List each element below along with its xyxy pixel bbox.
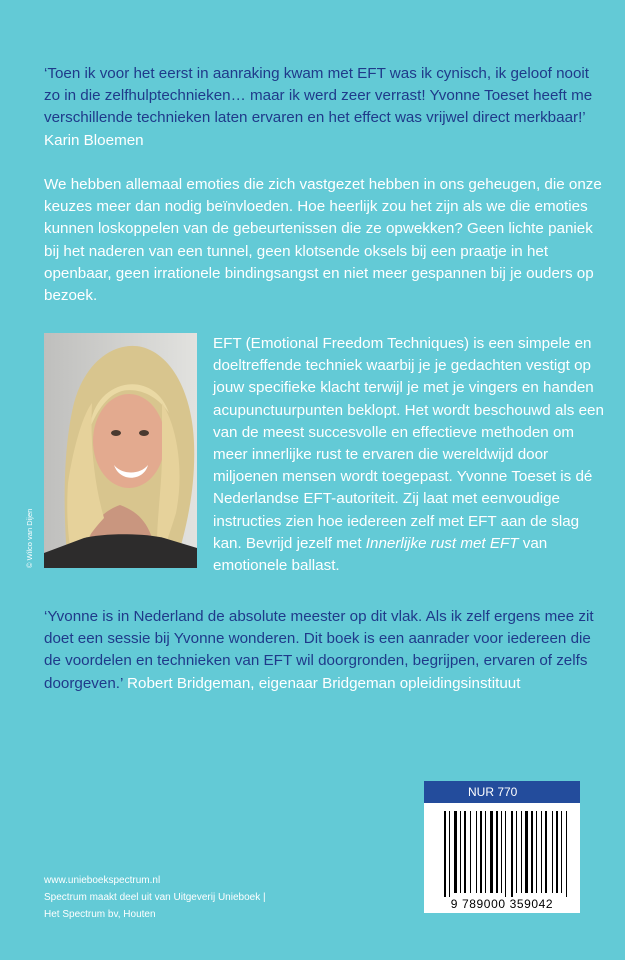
barcode-bar [490,811,493,893]
publisher-line-2: Het Spectrum bv, Houten [44,909,156,920]
author-portrait-image [44,333,197,568]
description-text: EFT (Emotional Freedom Techniques) is een simpele en doeltreffende techniek waarbij je je gedachten vestigt op jouw specifieke klacht terwijl je met je vingers en handen acupunctuurpunten beklopt. Het wordt beschouwd als een van de meest succesvolle en effectieve methoden om meer innerlijke rust te ervaren die wereldwijd door miljoenen mensen wordt toegepast. Yvonne Toeset is dé Nederlandse EFT-autoriteit. Zij laat met eenvoudige instructies zien hoe iedereen zelf met EFT aan de slag kan. Bevrijd jezelf met [213,335,604,552]
barcode-bar [545,811,547,893]
barcode-bar [566,811,567,897]
description-text-end: van emotionele ballast. [213,534,548,575]
barcode-bar [516,811,517,893]
review-quote-robert-bridgeman [44,606,604,695]
quote-text: ‘Yvonne is in Nederland de absolute meester op dit vlak. Als ik zelf ergens mee zit doet een sessie bij Yvonne wonderen. Dit boek is een aanrader voor iedereen die de voordelen en technieken van EFT wil doorgronden, begrijpen, ervaren of zelfs doorgeven.’ [44,608,594,692]
barcode-bar [449,811,450,897]
barcode-bar [496,811,498,893]
quote-author: Robert Bridgeman, eigenaar Bridgeman opleidingsinstituut [127,674,521,692]
barcode-bar [476,811,477,893]
barcode-bar [485,811,486,893]
barcode-bar [525,811,528,893]
quote-author: Karin Bloemen [44,131,144,149]
description-paragraph [213,333,608,577]
isbn-barcode-block [424,781,580,913]
barcode-bar [454,811,457,893]
barcode-bar [561,811,562,893]
barcode-bar [556,811,558,893]
quote-text: ‘Toen ik voor het eerst in aanraking kwam met EFT was ik cynisch, ik geloof nooit zo in die zelfhulptechnieken… maar ik werd zeer verrast! Yvonne Toeset heeft me verschillende technieken laten ervaren en het effect was vrijwel direct merkbaar!’ [44,65,593,127]
book-title: Innerlijke rust met EFT [365,534,519,552]
barcode-bar [531,811,533,893]
barcode-bar [464,811,466,893]
publisher-line-1: Spectrum maakt deel uit van Uitgeverij Unieboek | [44,892,266,903]
barcode-bar [505,811,506,897]
barcode-bar [480,811,482,893]
nur-code: NUR 770 [424,781,580,803]
barcode-bar [536,811,537,893]
barcode-bar [521,811,522,893]
barcode-bar [552,811,553,893]
barcode-bar [460,811,461,893]
barcode-area [424,803,580,913]
author-photo [44,333,197,568]
publisher-info [44,872,266,923]
barcode-bar [511,811,513,897]
barcode-bar [470,811,471,893]
barcode-bar [501,811,502,893]
publisher-website: www.unieboekspectrum.nl [44,875,161,886]
review-quote-karin-bloemen [44,63,604,152]
barcode-bar [541,811,542,893]
intro-paragraph: We hebben allemaal emoties die zich vastgezet hebben in ons geheugen, die onze keuzes meer dan nodig beïnvloeden. Hoe heerlijk zou het zijn als we die emoties kunnen loskoppelen van de gebeurtenissen die ze opwekken? Geen lichte paniek bij het naderen van een tunnel, geen klotsende oksels bij een praatje in het openbaar, geen irrationele bindingsangst en niet meer gespannen bij je ouders op bezoek. [44,176,602,305]
isbn-number: 9 789000 359042 [450,897,554,911]
barcode-bar [444,811,446,897]
photo-credit: © Wilco van Dijen [25,508,34,568]
